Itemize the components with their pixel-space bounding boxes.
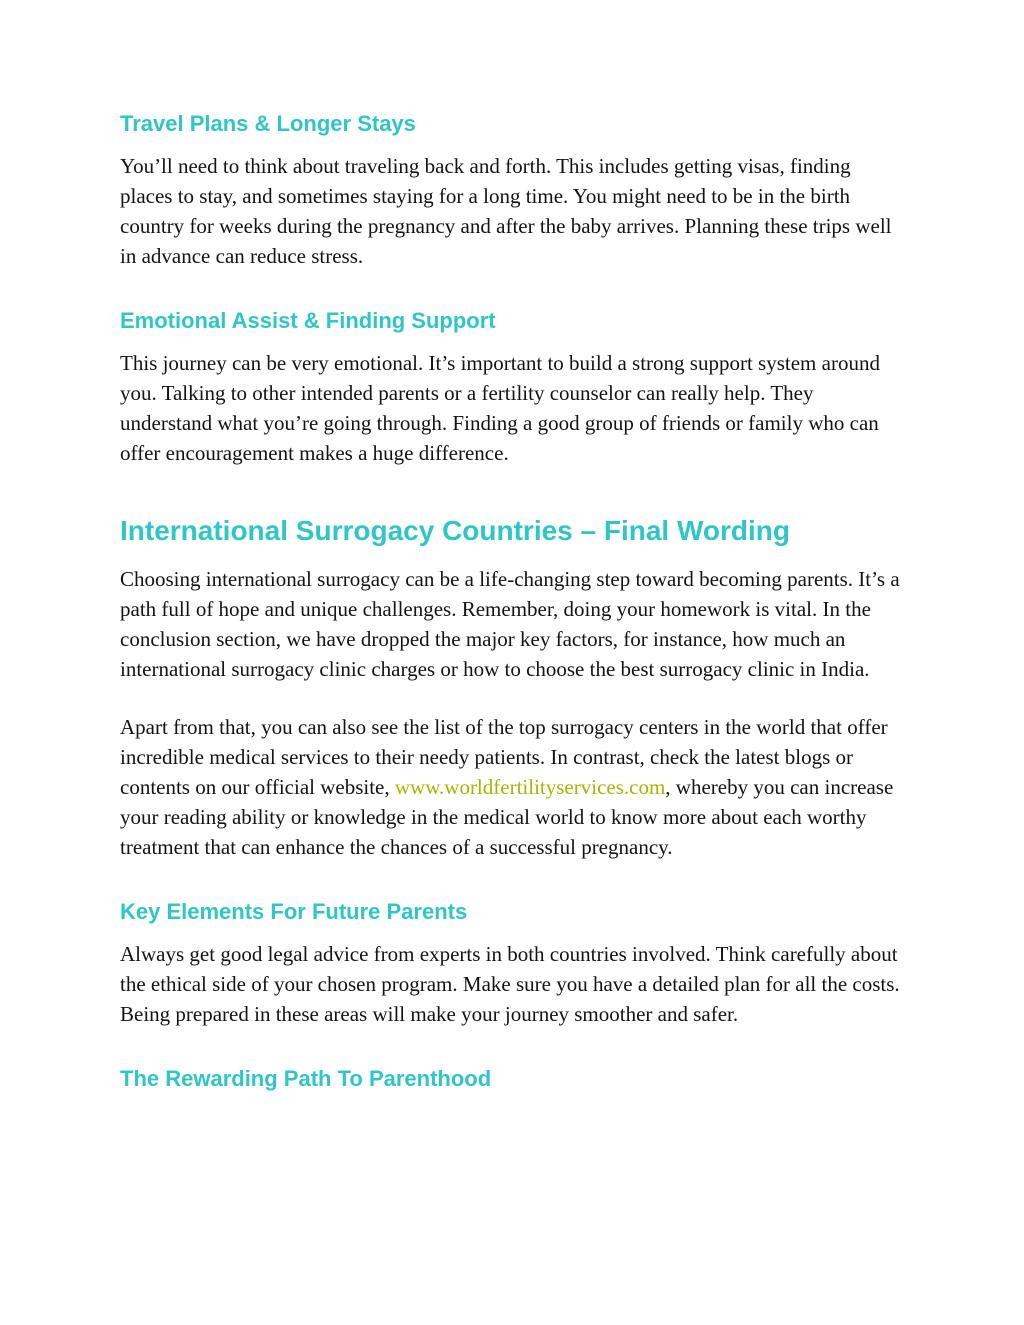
paragraph-text-before-link: Apart from that, you can also see the list of the top surrogacy centers in the world that offer incredible medical services to their needy patients. In contrast, check the latest blogs or contents on our official website, <box>120 715 888 799</box>
heading-travel-plans: Travel Plans & Longer Stays <box>120 111 416 136</box>
paragraph-key-elements: Always get good legal advice from experts in both countries involved. Think carefully about the ethical side of your chosen program. Make sure you have a detailed plan for all the costs. Being prepared in these areas will make your journey smoother and safer. <box>120 942 900 1026</box>
paragraph-emotional-assist: This journey can be very emotional. It’s important to build a strong support system around you. Talking to other intended parents or a fertility counselor can really help. They understand what you’re going through. Finding a good group of friends or family who can offer encouragement makes a huge difference. <box>120 351 880 465</box>
paragraph-travel-plans: You’ll need to think about traveling back and forth. This includes getting visas, finding places to stay, and sometimes staying for a long time. You might need to be in the birth country for weeks during the pregnancy and after the baby arrives. Planning these trips well in advance can reduce stress. <box>120 154 892 268</box>
heading-international-surrogacy-final-wording: International Surrogacy Countries – Final Wording <box>120 515 791 546</box>
paragraph-text-after-link: , whereby you can increase your reading ability or knowledge in the medical world to know more about each worthy treatment that can enhance the chances of a successful pregnancy. <box>120 775 894 859</box>
paragraph-final-wording-1: Choosing international surrogacy can be a life-changing step toward becoming parents. It’s a path full of hope and unique challenges. Remember, doing your homework is vital. In the conclusion section, we have dropped the major key factors, for instance, how much an international surrogacy clinic charges or how to choose the best surrogacy clinic in India. <box>120 567 900 681</box>
website-link[interactable]: www.worldfertilityservices.com <box>394 775 666 799</box>
paragraph-final-wording-2 <box>120 712 904 862</box>
heading-emotional-assist: Emotional Assist & Finding Support <box>120 308 496 333</box>
heading-key-elements: Key Elements For Future Parents <box>120 899 468 924</box>
heading-rewarding-path: The Rewarding Path To Parenthood <box>120 1066 492 1091</box>
